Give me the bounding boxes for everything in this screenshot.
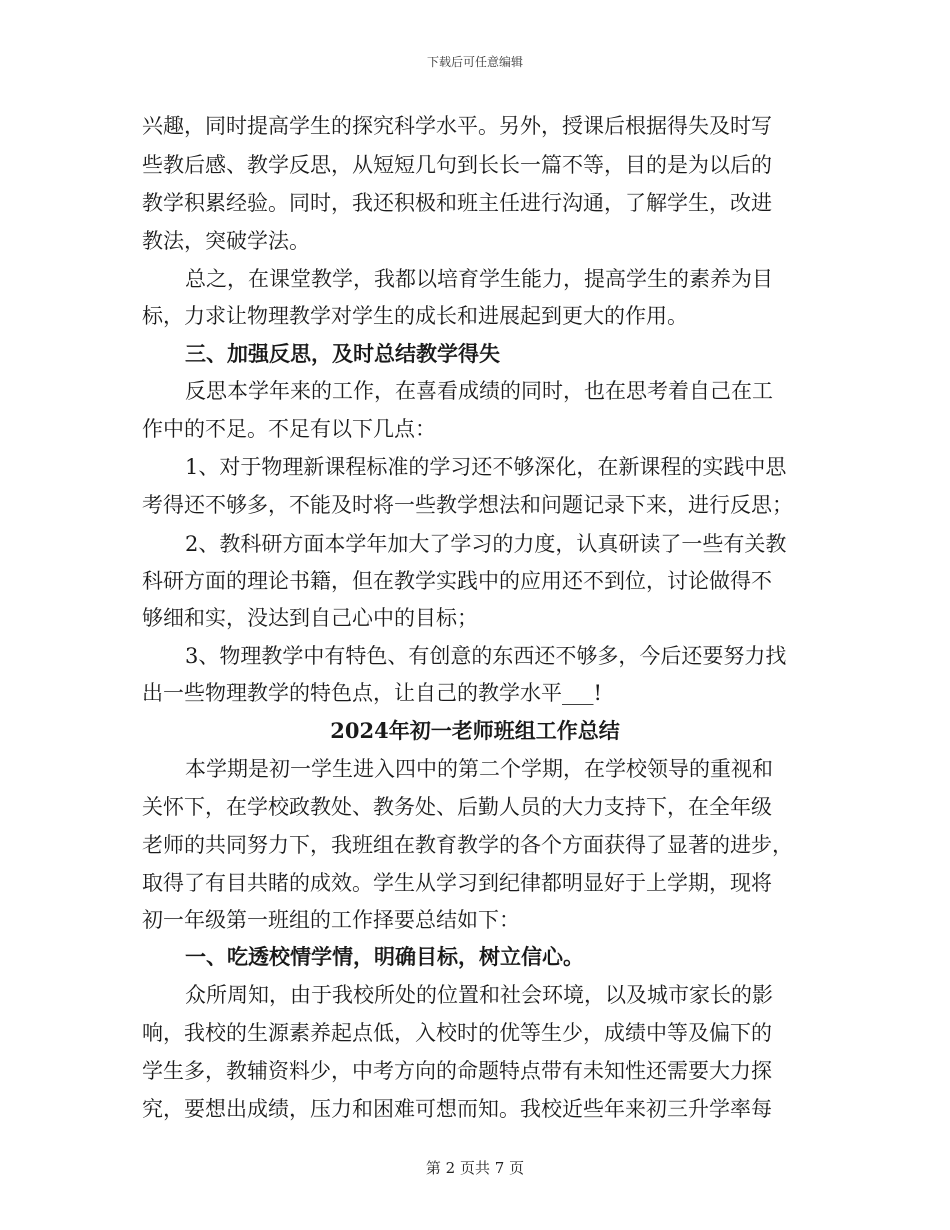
body-line: 初一年级第一班组的工作择要总结如下： xyxy=(142,908,520,932)
page-header-note: 下载后可任意编辑 xyxy=(426,55,523,69)
body-line: 关怀下，在学校政教处、教务处、后勤人员的大力支持下，在全年级 xyxy=(142,795,772,819)
section-heading: 三、加强反思，及时总结教学得失 xyxy=(185,341,500,366)
body-line: 作中的不足。不足有以下几点： xyxy=(142,417,436,441)
body-line: 究，要想出成绩，压力和困难可想而知。我校近些年来初三升学率每 xyxy=(142,1097,772,1121)
page-number: 第 2 页共 7 页 xyxy=(425,1159,525,1177)
body-line: 科研方面的理论书籍，但在教学实践中的应用还不到位，讨论做得不 xyxy=(142,569,772,593)
body-line: 众所周知，由于我校所处的位置和社会环境，以及城市家长的影 xyxy=(185,983,773,1007)
body-line: 反思本学年来的工作，在喜看成绩的同时，也在思考着自己在工 xyxy=(185,379,773,403)
body-line: 教法，突破学法。 xyxy=(142,229,310,253)
body-line: 兴趣，同时提高学生的探究科学水平。另外，授课后根据得失及时写 xyxy=(142,114,772,138)
section-heading: 一、吃透校情学情，明确目标，树立信心。 xyxy=(185,944,584,969)
body-line: 总之，在课堂教学，我都以培育学生能力，提高学生的素养为目 xyxy=(185,267,773,291)
body-line: 响，我校的生源素养起点低，入校时的优等生少，成绩中等及偏下的 xyxy=(142,1021,772,1045)
body-line: 考得还不够多，不能及时将一些教学想法和问题记录下来，进行反思； xyxy=(142,493,793,517)
body-line: 学生多，教辅资料少，中考方向的命题特点带有未知性还需要大力探 xyxy=(142,1059,772,1083)
body-line: 取得了有目共睹的成效。学生从学习到纪律都明显好于上学期，现将 xyxy=(142,871,772,895)
document-title: 2024年初一老师班组工作总结 xyxy=(330,718,620,743)
body-line: 教学积累经验。同时，我还积极和班主任进行沟通，了解学生，改进 xyxy=(142,191,772,215)
list-item: 3、物理教学中有特色、有创意的东西还不够多，今后还要努力找 xyxy=(185,644,787,668)
body-line: 本学期是初一学生进入四中的第二个学期，在学校领导的重视和 xyxy=(185,757,773,781)
body-line: 标，力求让物理教学对学生的成长和进展起到更大的作用。 xyxy=(142,304,688,328)
list-item: 1、对于物理新课程标准的学习还不够深化，在新课程的实践中思 xyxy=(185,455,787,479)
body-line: 出一些物理教学的特色点，让自己的教学水平___! xyxy=(142,681,602,705)
body-line: 老师的共同努力下，我班组在教育教学的各个方面获得了显著的进步， xyxy=(142,833,793,857)
body-line: 够细和实，没达到自己心中的目标； xyxy=(142,606,478,630)
body-line: 些教后感、教学反思，从短短几句到长长一篇不等，目的是为以后的 xyxy=(142,153,772,177)
list-item: 2、教科研方面本学年加大了学习的力度，认真研读了一些有关教 xyxy=(185,532,787,556)
